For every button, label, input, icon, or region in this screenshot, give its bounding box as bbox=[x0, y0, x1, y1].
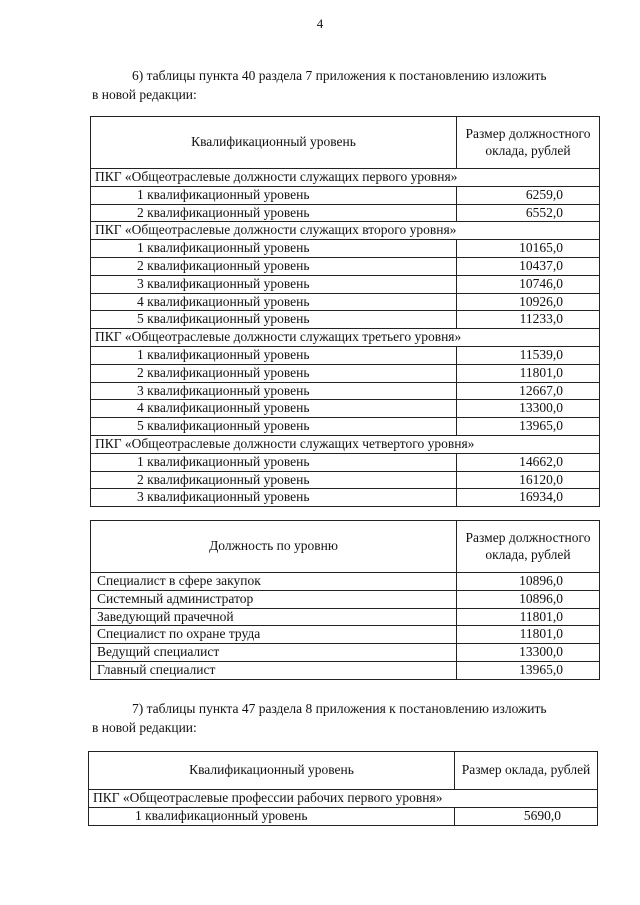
salary-value: 10896,0 bbox=[457, 590, 600, 608]
qualification-level: 2 квалификационный уровень bbox=[91, 204, 457, 222]
salary-value: 11801,0 bbox=[457, 364, 600, 382]
salary-value: 13965,0 bbox=[457, 418, 600, 436]
table-row bbox=[89, 807, 598, 825]
table1-header-level: Квалификационный уровень bbox=[91, 117, 457, 169]
salary-value: 16120,0 bbox=[457, 471, 600, 489]
table-row bbox=[91, 573, 600, 591]
salary-value: 13300,0 bbox=[457, 644, 600, 662]
qualification-level: 4 квалификационный уровень bbox=[91, 400, 457, 418]
qualification-level: 3 квалификационный уровень bbox=[91, 382, 457, 400]
table-row bbox=[91, 240, 600, 258]
salary-value: 13965,0 bbox=[457, 661, 600, 679]
salary-value: 10896,0 bbox=[457, 573, 600, 591]
salary-value: 5690,0 bbox=[455, 807, 598, 825]
salary-table-positions bbox=[90, 520, 600, 680]
table-row bbox=[91, 346, 600, 364]
position-name: Главный специалист bbox=[91, 661, 457, 679]
table-row bbox=[91, 418, 600, 436]
table-row bbox=[91, 644, 600, 662]
group-title: ПКГ «Общеотраслевые профессии рабочих первого уровня» bbox=[89, 790, 598, 808]
qualification-level: 5 квалификационный уровень bbox=[91, 311, 457, 329]
table-group-row bbox=[91, 169, 600, 187]
table-group-row bbox=[89, 790, 598, 808]
table-row bbox=[91, 293, 600, 311]
salary-table-qualification bbox=[90, 116, 600, 507]
table1-header-salary: Размер должностного оклада, рублей bbox=[457, 117, 600, 169]
salary-value: 13300,0 bbox=[457, 400, 600, 418]
salary-table-workers bbox=[88, 751, 598, 826]
qualification-level: 1 квалификационный уровень bbox=[89, 807, 455, 825]
table3-header-salary: Размер оклада, рублей bbox=[455, 752, 598, 790]
qualification-level: 2 квалификационный уровень bbox=[91, 364, 457, 382]
salary-value: 10746,0 bbox=[457, 275, 600, 293]
table-row bbox=[91, 453, 600, 471]
position-name: Специалист по охране труда bbox=[91, 626, 457, 644]
qualification-level: 1 квалификационный уровень bbox=[91, 453, 457, 471]
salary-value: 11801,0 bbox=[457, 626, 600, 644]
group-title: ПКГ «Общеотраслевые должности служащих третьего уровня» bbox=[91, 329, 600, 347]
salary-value: 10926,0 bbox=[457, 293, 600, 311]
table-row bbox=[91, 626, 600, 644]
table3-header-level: Квалификационный уровень bbox=[89, 752, 455, 790]
paragraph-6 bbox=[92, 66, 594, 104]
table-row bbox=[91, 186, 600, 204]
table-row bbox=[91, 311, 600, 329]
paragraph-6-line2: в новой редакции: bbox=[92, 87, 197, 102]
table-row bbox=[91, 257, 600, 275]
salary-value: 10437,0 bbox=[457, 257, 600, 275]
group-title: ПКГ «Общеотраслевые должности служащих четвертого уровня» bbox=[91, 435, 600, 453]
position-name: Системный администратор bbox=[91, 590, 457, 608]
page-number: 4 bbox=[316, 16, 324, 31]
salary-value: 11233,0 bbox=[457, 311, 600, 329]
position-name: Заведующий прачечной bbox=[91, 608, 457, 626]
salary-value: 14662,0 bbox=[457, 453, 600, 471]
group-title: ПКГ «Общеотраслевые должности служащих второго уровня» bbox=[91, 222, 600, 240]
position-name: Ведущий специалист bbox=[91, 644, 457, 662]
qualification-level: 1 квалификационный уровень bbox=[91, 186, 457, 204]
salary-value: 6552,0 bbox=[457, 204, 600, 222]
table-row bbox=[91, 382, 600, 400]
table-row bbox=[91, 661, 600, 679]
qualification-level: 1 квалификационный уровень bbox=[91, 346, 457, 364]
table-row bbox=[91, 608, 600, 626]
table-row bbox=[91, 471, 600, 489]
position-name: Специалист в сфере закупок bbox=[91, 573, 457, 591]
table-row bbox=[91, 275, 600, 293]
table-group-row bbox=[91, 222, 600, 240]
table-row bbox=[91, 400, 600, 418]
paragraph-7-line2: в новой редакции: bbox=[92, 720, 197, 735]
paragraph-6-line1: 6) таблицы пункта 40 раздела 7 приложения к постановлению изложить bbox=[132, 68, 547, 83]
paragraph-7-line1: 7) таблицы пункта 47 раздела 8 приложения к постановлению изложить bbox=[132, 701, 547, 716]
salary-value: 11801,0 bbox=[457, 608, 600, 626]
qualification-level: 2 квалификационный уровень bbox=[91, 257, 457, 275]
table-group-row bbox=[91, 435, 600, 453]
qualification-level: 5 квалификационный уровень bbox=[91, 418, 457, 436]
table-row bbox=[91, 489, 600, 507]
table-row bbox=[91, 590, 600, 608]
group-title: ПКГ «Общеотраслевые должности служащих первого уровня» bbox=[91, 169, 600, 187]
paragraph-7 bbox=[92, 699, 594, 737]
qualification-level: 3 квалификационный уровень bbox=[91, 275, 457, 293]
salary-value: 11539,0 bbox=[457, 346, 600, 364]
qualification-level: 1 квалификационный уровень bbox=[91, 240, 457, 258]
salary-value: 6259,0 bbox=[457, 186, 600, 204]
table-group-row bbox=[91, 329, 600, 347]
salary-value: 12667,0 bbox=[457, 382, 600, 400]
qualification-level: 4 квалификационный уровень bbox=[91, 293, 457, 311]
table2-header-position: Должность по уровню bbox=[91, 521, 457, 573]
table-row bbox=[91, 204, 600, 222]
salary-value: 10165,0 bbox=[457, 240, 600, 258]
qualification-level: 2 квалификационный уровень bbox=[91, 471, 457, 489]
salary-value: 16934,0 bbox=[457, 489, 600, 507]
qualification-level: 3 квалификационный уровень bbox=[91, 489, 457, 507]
table2-header-salary: Размер должностного оклада, рублей bbox=[457, 521, 600, 573]
table-row bbox=[91, 364, 600, 382]
